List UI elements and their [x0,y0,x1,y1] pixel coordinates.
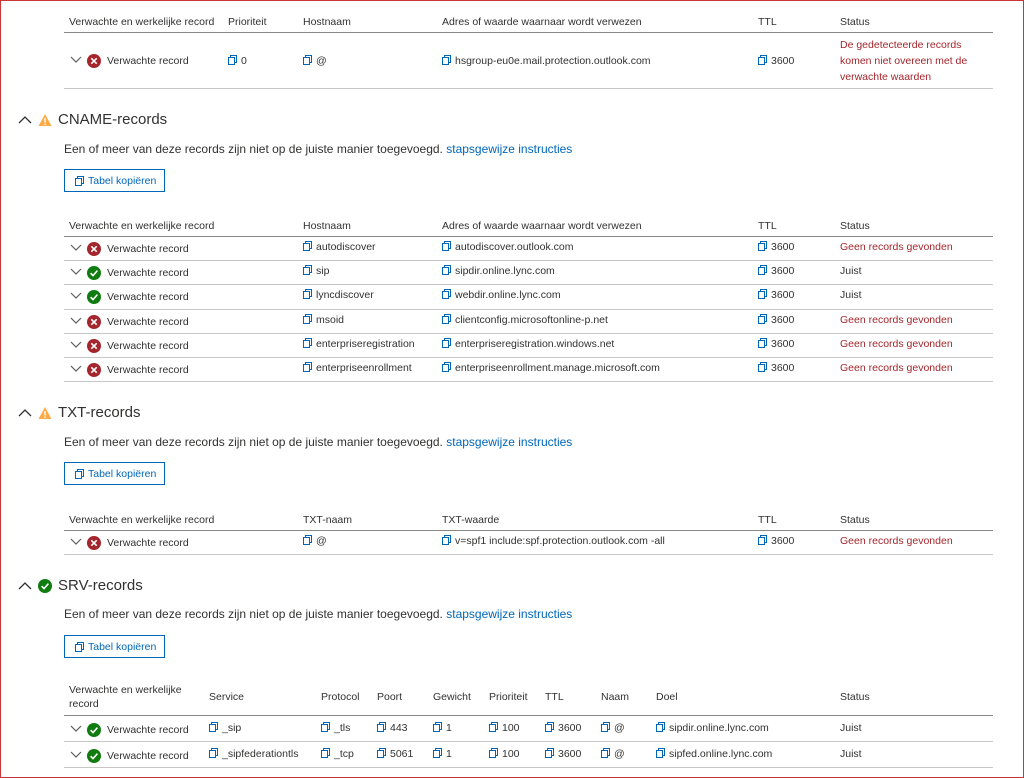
record-label: Verwachte record [107,750,189,762]
ttl-cell: 3600 [758,338,794,350]
service-cell: _sipfederationtls [209,748,298,760]
section-title: CNAME-records [58,111,168,128]
srv-records-table [64,680,993,768]
table-row [64,358,993,382]
warning-icon [38,406,52,420]
copy-icon[interactable] [758,289,767,299]
copy-icon[interactable] [303,55,312,65]
record-label: Verwachte record [107,291,189,303]
chevron-up-icon[interactable] [18,581,32,591]
copy-icon[interactable] [303,314,312,324]
address-cell: webdir.online.lync.com [442,289,561,301]
address-cell: enterpriseregistration.windows.net [442,338,614,350]
section-title: SRV-records [58,577,143,594]
copy-icon[interactable] [303,338,312,348]
hostname-cell: autodiscover [303,241,376,253]
cname-records-table [64,214,993,382]
chevron-down-icon[interactable] [70,267,82,277]
chevron-down-icon[interactable] [70,724,82,734]
address-cell: autodiscover.outlook.com [442,241,573,253]
srv-description: Een of meer van deze records zijn niet op de juiste manier toegevoegd. stapsgewijze instructies [64,607,573,621]
copy-icon[interactable] [321,748,330,758]
section-title: TXT-records [58,404,141,421]
txt-name-cell: @ [303,535,327,547]
address-cell: sipdir.online.lync.com [442,265,555,277]
copy-icon[interactable] [442,241,451,251]
copy-icon[interactable] [209,748,218,758]
status-text: Geen records gevonden [840,314,953,326]
status-text: Juist [840,722,862,734]
chevron-down-icon[interactable] [70,243,82,253]
col-header-hostname: Hostnaam [303,16,351,28]
status-text-line-2: komen niet overeen met de [840,55,968,67]
copy-icon[interactable] [433,722,442,732]
table-header [64,680,993,716]
status-text: Geen records gevonden [840,362,953,374]
record-label: Verwachte record [107,55,189,67]
ttl-cell: 3600 [758,535,794,547]
copy-icon[interactable] [758,241,767,251]
error-icon [87,536,101,550]
copy-icon[interactable] [442,535,451,545]
col-header-txt-name: TXT-naam [303,514,353,526]
copy-icon[interactable] [656,748,665,758]
col-header-port: Poort [377,691,403,703]
copy-icon[interactable] [758,362,767,372]
copy-icon[interactable] [489,748,498,758]
chevron-down-icon[interactable] [70,537,82,547]
chevron-down-icon[interactable] [70,316,82,326]
copy-icon[interactable] [656,722,665,732]
copy-icon[interactable] [321,722,330,732]
copy-icon[interactable] [442,289,451,299]
hostname-cell: @ [303,55,327,67]
col-header-record: Verwachte en werkelijke record [69,514,215,526]
table-row [64,237,993,261]
col-header-hostname: Hostnaam [303,220,351,232]
table-row [64,33,993,89]
check-circle-icon [87,749,101,763]
table-row [64,742,993,768]
record-label: Verwachte record [107,537,189,549]
copy-icon[interactable] [601,722,610,732]
copy-icon[interactable] [377,748,386,758]
ttl-cell: 3600 [758,362,794,374]
chevron-down-icon[interactable] [70,340,82,350]
copy-icon[interactable] [228,55,237,65]
col-header-ttl: TTL [758,16,777,28]
copy-icon[interactable] [442,338,451,348]
copy-icon[interactable] [433,748,442,758]
copy-table-button[interactable]: Tabel kopiëren [64,169,165,192]
col-header-priority: Prioriteit [228,16,267,28]
status-text: Juist [840,748,862,760]
status-text: Geen records gevonden [840,535,953,547]
copy-icon[interactable] [758,55,767,65]
warning-icon [38,113,52,127]
copy-icon[interactable] [377,722,386,732]
check-circle-icon [38,579,52,593]
col-header-ttl: TTL [758,220,777,232]
hostname-cell: enterpriseenrollment [303,362,412,374]
copy-icon[interactable] [303,362,312,372]
table-row [64,261,993,285]
weight-cell: 1 [433,748,452,760]
hostname-cell: lyncdiscover [303,289,374,301]
weight-cell: 1 [433,722,452,734]
chevron-down-icon[interactable] [70,364,82,374]
copy-icon[interactable] [489,722,498,732]
record-label: Verwachte record [107,724,189,736]
table-header [64,10,993,33]
copy-icon[interactable] [545,722,554,732]
copy-icon[interactable] [758,535,767,545]
status-text-line-3: verwachte waarden [840,71,932,83]
chevron-up-icon[interactable] [18,408,32,418]
table-header [64,214,993,237]
copy-icon[interactable] [442,265,451,275]
record-label: Verwachte record [107,364,189,376]
table-row [64,285,993,310]
chevron-down-icon[interactable] [70,55,82,65]
record-label: Verwachte record [107,340,189,352]
status-text: Geen records gevonden [840,241,953,253]
priority-cell: 0 [228,55,247,67]
chevron-up-icon[interactable] [18,115,32,125]
col-header-status: Status [840,514,870,526]
priority-cell: 100 [489,722,520,734]
ttl-cell: 3600 [758,265,794,277]
copy-icon[interactable] [442,362,451,372]
check-circle-icon [87,290,101,304]
txt-value-cell: v=spf1 include:spf.protection.outlook.com -all [442,535,665,547]
instructions-link[interactable]: stapsgewijze instructies [446,142,573,156]
copy-icon [75,469,84,479]
record-label: Verwachte record [107,316,189,328]
copy-icon[interactable] [758,338,767,348]
table-header [64,508,993,531]
chevron-down-icon[interactable] [70,750,82,760]
table-row [64,531,993,555]
instructions-link[interactable]: stapsgewijze instructies [446,435,573,449]
col-header-ttl: TTL [758,514,777,526]
col-header-protocol: Protocol [321,691,360,703]
check-circle-icon [87,266,101,280]
copy-icon[interactable] [209,722,218,732]
chevron-down-icon[interactable] [70,291,82,301]
col-header-ttl: TTL [545,691,564,703]
copy-icon[interactable] [303,241,312,251]
error-icon [87,339,101,353]
instructions-link[interactable]: stapsgewijze instructies [446,607,573,621]
col-header-txt-value: TXT-waarde [442,514,500,526]
priority-cell: 100 [489,748,520,760]
name-cell: @ [601,722,625,734]
ttl-cell: 3600 [758,55,794,67]
error-icon [87,363,101,377]
copy-icon [75,642,84,652]
protocol-cell: _tcp [321,748,354,760]
col-header-record-line-1: Verwachte en werkelijke [69,684,182,696]
copy-icon[interactable] [758,265,767,275]
mx-records-table [64,10,993,89]
col-header-status: Status [840,691,870,703]
col-header-service: Service [209,691,245,703]
col-header-target: Doel [656,691,678,703]
table-row [64,310,993,334]
ttl-cell: 3600 [545,748,581,760]
target-cell: sipfed.online.lync.com [656,748,772,760]
copy-table-button[interactable]: Tabel kopiëren [64,635,165,658]
table-row [64,334,993,358]
target-cell: sipdir.online.lync.com [656,722,769,734]
error-icon [87,54,101,68]
col-header-address: Adres of waarde waarnaar wordt verwezen [442,220,642,232]
protocol-cell: _tls [321,722,350,734]
address-cell: hsgroup-eu0e.mail.protection.outlook.com [442,55,651,67]
status-text-line-1: De gedetecteerde records [840,39,962,51]
txt-description: Een of meer van deze records zijn niet op de juiste manier toegevoegd. stapsgewijze instructies [64,435,573,449]
error-icon [87,315,101,329]
error-icon [87,242,101,256]
port-cell: 443 [377,722,408,734]
ttl-cell: 3600 [758,314,794,326]
col-header-record: Verwachte en werkelijke record [69,16,215,28]
port-cell: 5061 [377,748,413,760]
copy-icon[interactable] [303,289,312,299]
address-cell: clientconfig.microsoftonline-p.net [442,314,608,326]
ttl-cell: 3600 [758,241,794,253]
copy-icon[interactable] [601,748,610,758]
record-label: Verwachte record [107,243,189,255]
copy-icon[interactable] [303,535,312,545]
table-row [64,716,993,742]
copy-icon[interactable] [758,314,767,324]
hostname-cell: sip [303,265,329,277]
col-header-record: Verwachte en werkelijke record [69,220,215,232]
copy-icon[interactable] [442,55,451,65]
status-text: Juist [840,265,862,277]
copy-icon[interactable] [303,265,312,275]
address-cell: enterpriseenrollment.manage.microsoft.com [442,362,660,374]
col-header-status: Status [840,16,870,28]
col-header-weight: Gewicht [433,691,471,703]
copy-icon [75,176,84,186]
hostname-cell: enterpriseregistration [303,338,415,350]
record-label: Verwachte record [107,267,189,279]
hostname-cell: msoid [303,314,344,326]
status-text: Geen records gevonden [840,338,953,350]
col-header-address: Adres of waarde waarnaar wordt verwezen [442,16,642,28]
col-header-status: Status [840,220,870,232]
cname-description: Een of meer van deze records zijn niet op de juiste manier toegevoegd. stapsgewijze instructies [64,142,573,156]
col-header-record-line-2: record [69,698,99,710]
copy-icon[interactable] [545,748,554,758]
name-cell: @ [601,748,625,760]
service-cell: _sip [209,722,241,734]
ttl-cell: 3600 [758,289,794,301]
txt-records-table [64,508,993,555]
check-circle-icon [87,723,101,737]
copy-icon[interactable] [442,314,451,324]
col-header-name: Naam [601,691,630,703]
col-header-priority: Prioriteit [489,691,528,703]
ttl-cell: 3600 [545,722,581,734]
copy-table-button[interactable]: Tabel kopiëren [64,462,165,485]
status-text: Juist [840,289,862,301]
